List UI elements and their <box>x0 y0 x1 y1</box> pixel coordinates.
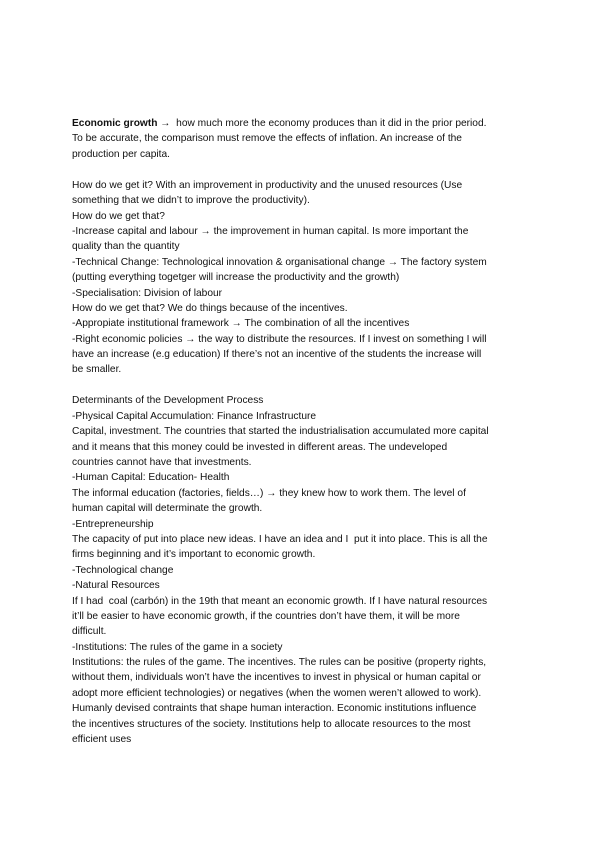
text-line: Humanly devised contraints that shape human interaction. Economic institutions influence <box>72 703 477 715</box>
text-line: -Institutions: The rules of the game in a society <box>72 641 283 653</box>
determinants-paragraph <box>72 393 532 747</box>
text-line: without them, individuals won’t have the incentives to invest in physical or human capital or <box>72 672 481 684</box>
text-line: -Right economic policies → the way to distribute the resources. If I invest on something I will <box>72 333 487 345</box>
text-line: Capital, investment. The countries that started the industrialisation accumulated more capital <box>72 426 489 438</box>
text-line: have an increase (e.g education) If there’s not an incentive of the students the increase will <box>72 349 482 361</box>
intro-definition: → how much more the economy produces than it did in the prior period. <box>157 118 487 129</box>
economic-growth-term: Economic growth <box>72 118 158 129</box>
document-page <box>72 116 532 747</box>
text-line: the incentives structures of the society. Institutions help to allocate resources to the most <box>72 718 471 730</box>
text-line: human capital will determinate the growth. <box>72 503 263 515</box>
text-line: something that we didn’t to improve the productivity). <box>72 195 310 207</box>
text-line: Institutions: the rules of the game. The incentives. The rules can be positive (property rights, <box>72 657 487 669</box>
text-line: The informal education (factories, fields…) → they knew how to work them. The level of <box>72 487 466 499</box>
text-line: (putting everything togetger will increase the productivity and the growth) <box>72 272 400 284</box>
intro-paragraph <box>72 116 532 162</box>
section-heading: Determinants of the Development Process <box>72 395 264 407</box>
text-line: -Natural Resources <box>72 580 160 592</box>
text-line: quality than the quantity <box>72 241 180 253</box>
text-line: How do we get that? <box>72 210 165 222</box>
intro-line-3: production per capita. <box>72 148 170 160</box>
text-line: be smaller. <box>72 364 122 376</box>
text-line: -Physical Capital Accumulation: Finance Infrastructure <box>72 410 317 422</box>
text-line: countries cannot have that investments. <box>72 457 252 468</box>
text-line: firms beginning and it’s important to economic growth. <box>72 549 316 561</box>
text-line: How do we get it? With an improvement in productivity and the unused resources (Use <box>72 179 463 191</box>
text-line: How do we get that? We do things because of the incentives. <box>72 302 348 314</box>
text-line: adopt more efficient technologies) or negatives (when the women weren’t allowed to work). <box>72 687 482 699</box>
text-line: The capacity of put into place new ideas. I have an idea and I put it into place. This is all the <box>72 533 488 545</box>
text-line: If I had coal (carbón) in the 19th that meant an economic growth. If I have natural resources <box>72 595 488 607</box>
text-line: efficient uses <box>72 734 132 746</box>
intro-line-1 <box>72 116 532 131</box>
how-paragraph <box>72 178 532 378</box>
text-line: -Increase capital and labour → the improvement in human capital. Is more important the <box>72 225 469 237</box>
text-line: -Entrepreneurship <box>72 518 154 530</box>
intro-line-2: To be accurate, the comparison must remove the effects of inflation. An increase of the <box>72 133 462 145</box>
text-line: -Human Capital: Education- Health <box>72 472 230 484</box>
text-line: -Technological change <box>72 564 174 576</box>
text-line: -Appropiate institutional framework → The combination of all the incentives <box>72 318 410 330</box>
paragraph-gap <box>72 378 532 394</box>
text-line: -Specialisation: Division of labour <box>72 287 223 299</box>
text-line: and it means that this money could be invested in different areas. The undeveloped <box>72 441 448 453</box>
paragraph-gap <box>72 162 532 178</box>
text-line: -Technical Change: Technological innovation & organisational change → The factory system <box>72 256 487 268</box>
text-line: difficult. <box>72 626 107 638</box>
text-line: it’ll be easier to have economic growth, if the countries don’t have them, it will be more <box>72 610 460 622</box>
